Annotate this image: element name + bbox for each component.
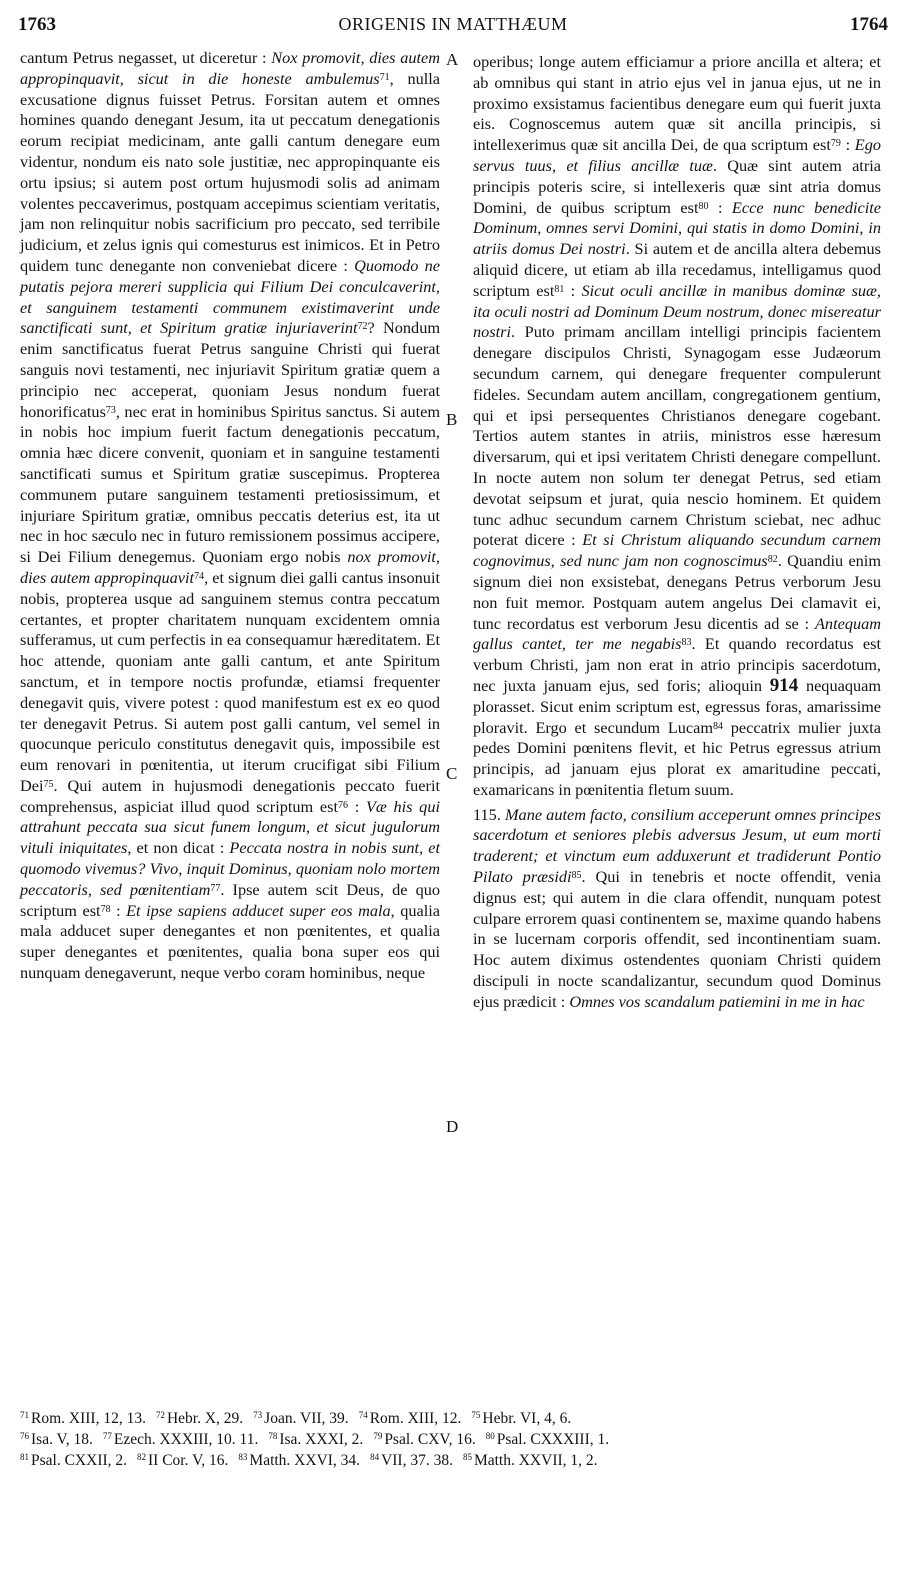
text-run: , qualia mala adducet super denegantes et non pœnitentes, et qualia super denegantes et pœnitentes, qualia bona super eos qui nunquam denegaverunt, neque verbo coram hominibus, neque [20,900,441,983]
footnotes [20,1408,884,1471]
left-column-number: 1763 [18,14,56,35]
text-run: . Qui in tenebris et nocte offendit, venia dignus est; qui autem in die clara offendit, nunquam potest culpare errorem quasi continentem se, maxime quando habens in se lucernam corporis offendit, sed incontinentiam suam. Hoc autem diximus ostendentes quoniam Christi quidem discipuli in nocte scandalizantur, secundum quod Dominus ejus prædicit : [473,867,881,1011]
footnote-ref: 76 [338,799,348,811]
footnote [20,1431,93,1448]
scripture-quote: nox promovit, dies autem appropinquavit [20,547,440,587]
footnote-number: 77 [102,1431,112,1441]
footnote-number: 74 [358,1410,368,1420]
footnote-reference: Matth. XXVI, 34. [249,1452,361,1469]
text-run: peccatrix mulier juxta pedes Domini pœnitens flevit, et hic Petrus egressus atrium principis, ad januam ejus plorat ex amaritudine peccati, examaricans in pœnitentia fletum suum. [473,717,881,799]
footnote-reference: Psal. CXV, 16. [384,1431,476,1448]
footnote [103,1431,258,1448]
scripture-quote: Ecce nunc benedicite Dominum, omnes servi Domini, qui statis in domo Domini, in atriis domus Dei nostri [473,197,881,259]
footnote-number: 83 [238,1452,248,1462]
text-run: . Si autem et de ancilla altera debemus aliquid dicere, ut etiam ab illa recedamus, intelligamus quod scriptum est [473,239,881,300]
footnote-ref: 78 [100,903,111,915]
scripture-quote: Nox promovit, dies autem appropinquavit, sicut in die honeste ambulemus [20,48,440,88]
footnote-ref: 72 [357,321,368,333]
footnote [359,1410,462,1427]
footnote-reference: Rom. XIII, 12, 13. [31,1410,146,1427]
footnote-reference: Matth. XXVII, 1, 2. [473,1452,598,1469]
footnote-ref: 73 [105,404,116,416]
footnote-ref: 75 [43,778,54,790]
text-run: : [708,197,732,217]
footnote-reference: Rom. XIII, 12. [369,1410,462,1427]
right-text-column [473,48,881,1013]
footnote [156,1410,243,1427]
footnote-reference: II Cor. V, 16. [148,1452,229,1469]
running-title: ORIGENIS IN MATTHÆUM [338,14,568,34]
text-run: nequaquam plorasset. Sicut enim scriptum est, egressus foras, amarissime ploravit. Ergo et secundum Lucam [473,675,881,737]
text-run: . Ipse autem scit Deus, de quo scriptum est [20,879,440,920]
footnote [253,1410,349,1427]
footnote-number: 73 [253,1410,263,1420]
running-header [18,14,888,42]
text-run: , et non dicat : [127,838,230,858]
footnote-ref: 71 [379,71,390,83]
text-run: 115. [473,804,505,824]
footnote-reference: Hebr. X, 29. [166,1410,244,1427]
scripture-quote: Ego servus tuus, et filius ancillæ tuæ [473,135,881,175]
column-marker: 914 [769,674,799,696]
margin-letter-a: A [446,50,459,69]
footnote-number: 84 [370,1452,380,1462]
scripture-quote: Et ipse sapiens adducet super eos mala [126,900,391,920]
footnote-number: 76 [20,1431,29,1441]
text-run: , nec erat in hominibus Spiritus sanctus. Si autem in nobis hoc impium fuerit factum denegationis peccatum, omnia hæc dicere convenit, quoniam et in sanguine testamenti sanctificati sumus et Spiritum gratiæ suscepimus. Propterea communem putare sanguinem testamenti pretiosissimum, et injuriare Spiritum gratiæ, omnibus peccatis deterius est, ita ut nec in hoc sæculo nec in futuro remissionem possimus accipere, si Dei Filium denegemus. Quoniam ergo nobis [20,401,440,567]
footnote-reference: Psal. CXXXIII, 1. [496,1431,610,1448]
footnote [471,1410,571,1427]
text-run: . Puto primam ancillam intelligi principis facientem denegare discipulos Christi, Synagogam esse Judæorum secundum carnem, qui denegare frequenter compulerunt fideles. Secundam autem ancillam, congregationem gentium, qui et ipsi persequentes Christianos denegare cogebant. Tertios autem stantes in atriis, ministros esse hæresum diversarum, qui et ipsi veritatem Christi denegare compellunt. In nocte autem non solum ter denegat Petrus, sed etiam devotat seipsum et jurat, quia nescio hominem. Et quidem tunc adhuc secundum carnem Christum sciebat, nec adhuc poterat dicere : [473,322,881,550]
footnote-ref: 77 [210,882,221,894]
footnote-number: 79 [373,1431,383,1441]
paragraph [473,805,881,1013]
footnote-number: 71 [20,1410,29,1420]
footnote-number: 75 [471,1410,481,1420]
footnote-number: 82 [137,1452,147,1462]
text-run: : [564,280,582,300]
right-column-number: 1764 [850,14,888,35]
margin-letter-d: D [446,1117,459,1136]
footnote-reference: Psal. CXXII, 2. [31,1452,128,1469]
text-run: : [110,900,127,920]
footnote-ref: 74 [194,570,205,582]
footnote [238,1452,360,1469]
text-run: : [840,135,855,155]
footnote [370,1452,453,1469]
footnote-reference: Joan. VII, 39. [264,1410,349,1427]
footnote-number: 85 [462,1452,472,1462]
scripture-quote: Peccata nostra in nobis sunt, et quomodo vivemus? Vivo, inquit Dominus, quoniam nolo mortem peccatoris, sed pœnitentiam [20,838,441,899]
text-run: . Et quando recordatus est verbum Christi, jam non erat in atrio principis sacerdotum, nec juxta januam ejus, sed foris; alioquin [473,634,882,695]
text-run: , et signum diei galli cantus insonuit nobis, propterea usque ad sanguinem stemus contra peccatum certantes, et propter charitatem nunquam excidentem omnia sufferamus, ut cum perfectis in ea consequamur hæreditatem. Et hoc attende, quoniam ante galli cantum, et ante Spiritum sanctum, et in tempore noctis profundæ, etiamsi frequenter denegavit quis, vivere potest : quod manifestum est ex eo quod ter denegavit Petrus. Si autem post galli cantum, vel semel in quocunque periculo constitutus denegavit quis, impossibile est eum renovari in pœnitentia, ut iterum crucifigat sibi Filium Dei [20,567,440,795]
text-run: . Quæ sint autem atria principis poteris scire, si intellexeris quæ sint atria domus Domini, de quibus scriptum est [473,155,881,217]
margin-letter-b: B [446,410,458,429]
scripture-quote: Omnes vos scandalum patiemini in me in hac [569,991,865,1011]
footnote-ref: 83 [681,637,692,649]
footnote-ref: 81 [554,283,565,295]
footnote-ref: 85 [571,870,582,882]
footnote-reference: Hebr. VI, 4, 6. [482,1410,572,1427]
footnote-reference: Isa. XXXI, 2. [279,1431,364,1448]
text-run: . Quandiu enim signum diei non exsistebat, denegans Petrus verborum Jesu non fuit memor. Postquam autem angelus Dei clamavit ei, tunc recordatus est verborum Jesu dicentis ad se : [473,551,881,633]
footnote-number: 81 [20,1452,29,1462]
footnote [20,1452,127,1469]
scripture-quote: Sicut oculi ancillæ in manibus dominæ suæ, ita oculi nostri ad Dominum Deum nostrum, donec misereatur nostri [473,280,881,342]
footnote [268,1431,363,1448]
text-run: : [348,796,366,816]
footnote [137,1452,228,1469]
footnote-number: 72 [155,1410,165,1420]
scripture-quote: Mane autem facto, consilium acceperunt omnes principes sacerdotum et seniores plebis adversus Jesum, ut eum morti traderent; et vinctum eum adduxerunt et tradiderunt Pontio Pilato præsidi [473,804,881,887]
scripture-quote: Antequam gallus cantet, ter me negabis [473,613,881,654]
left-text-column [20,48,440,984]
margin-letter-c: C [446,764,458,783]
footnote [486,1431,609,1448]
footnote [373,1431,475,1448]
footnote-number: 78 [268,1431,278,1441]
footnote [20,1410,146,1427]
footnote-line [20,1450,884,1471]
text-run: , nulla excusatione dignus fuisset Petrus. Forsitan autem et omnes homines quando denegant Jesum, ita ut peccatum denegationis eorum recipiat medicinam, ante galli cantum denegare eum videntur, nondum eis nato sole justitiæ, nec appropinquante eis ortu ipsius; si autem post ortum hujusmodi solis ad animam volentes peccaverimus, postquam accepimus scientiam veritatis, jam non relinquitur nobis sacrificium pro peccato, sed terribile judicium, et zelus ignis qui comesturus est inimicos. Et in Petro quidem tunc denegante non conveniebat dicere : [20,68,440,275]
scripture-quote: Quomodo ne putatis pejora mereri supplicia qui Filium Dei conculcaverint, et sanguinem testamenti communem existimaverint unde sanctificati sunt, et Spiritum gratiæ injuriaverint [20,255,440,338]
paragraph [473,52,881,801]
footnote-ref: 82 [767,554,778,566]
footnote-ref: 84 [713,720,724,732]
footnote [463,1452,598,1469]
text-run: ? Nondum enim sanctificatus fuerat Petrus sanguine Christi qui fuerat sanguis novi testamenti, nec injuriavit Spiritum gratiæ quem a principio nec acceperat, quoniam Jesus nondum fuerat honorificatus [20,318,441,421]
footnote-reference: VII, 37. 38. [381,1452,453,1469]
scripture-quote: Væ his qui attrahunt peccata sua sicut funem longum, et sicut jugulorum vituli iniquitates [20,796,440,858]
footnote-line [20,1408,884,1429]
footnote-reference: Isa. V, 18. [31,1431,93,1448]
footnote-ref: 80 [698,200,709,212]
scripture-quote: Et si Christum aliquando secundum carnem cognovimus, sed nunc jam non cognoscimus [473,530,882,571]
footnote-reference: Ezech. XXXIII, 10. 11. [113,1431,259,1448]
text-run: cantum Petrus negasset, ut diceretur : [20,48,272,67]
text-run: . Qui autem in hujusmodi denegationis peccato fuerit comprehensus, aspiciat illud quod scriptum est [20,775,440,816]
text-run: operibus; longe autem efficiamur a priore ancilla et altera; et ab omnibus qui stant in atrio ejus vel in janua ejus, ut ne in proximo exsistamus facientibus denegare eum qui fuerit juxta eis. Cognoscemus autem quæ sit ancilla principis, si intellexerimus quæ sit ancilla Dei, de qua scriptum est [473,52,881,155]
footnote-line [20,1429,884,1450]
paragraph [20,48,440,984]
footnote-number: 80 [485,1431,495,1441]
footnote-ref: 79 [830,138,841,150]
